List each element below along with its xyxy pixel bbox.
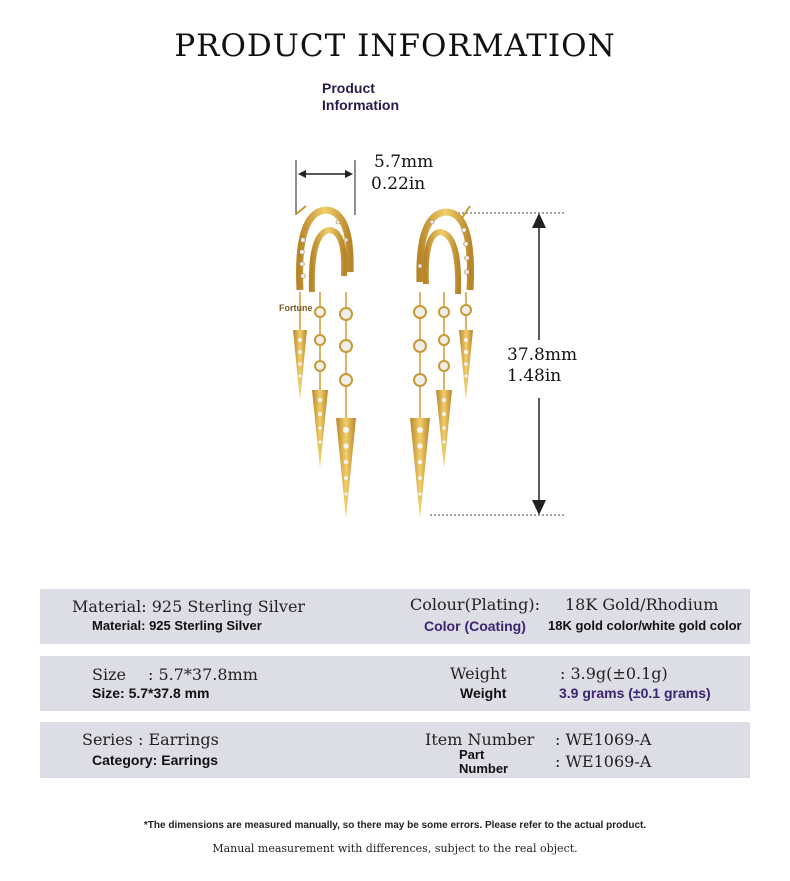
page-subtitle: Product Information [322,80,399,113]
size-label-alt: Size: 5.7*37.8 mm [92,685,210,701]
item-number-label: Item Number [425,730,535,749]
series-label-alt: Category: Earrings [92,752,219,768]
weight-value-alt: 3.9 grams (±0.1 grams) [559,685,711,701]
part-number-value: : WE1069-A [555,752,652,771]
size-label: Size [92,665,126,684]
spec-row-series [40,722,750,778]
length-in-label: 1.48in [507,366,562,386]
weight-value: : 3.9g(±0.1g) [560,664,668,683]
colour-value-alt: 18K gold color/white gold color [548,618,742,633]
size-value: : 5.7*37.8mm [148,665,258,684]
page-title: PRODUCT INFORMATION [174,28,616,64]
length-mm-label: 37.8mm [507,345,578,365]
measurement-note-secondary: Manual measurement with differences, subject to the real object. [212,842,578,855]
watermark: Fortune [279,303,313,313]
spec-row-material [40,589,750,644]
material-label-alt: Material: 925 Sterling Silver [92,618,262,633]
left-earring [293,206,356,518]
weight-label-alt: Weight [460,685,507,701]
material-label: Material: 925 Sterling Silver [72,597,306,616]
right-earring [410,206,473,518]
width-mm-label: 5.7mm [374,152,434,172]
item-number-value: : WE1069-A [555,730,652,749]
colour-label-alt: Color (Coating) [424,618,526,634]
series-label: Series : Earrings [82,730,219,749]
colour-value: 18K Gold/Rhodium [565,595,719,614]
measurement-note: *The dimensions are measured manually, so there may be some errors. Please refer to the actual product. [143,820,647,831]
part-number-label: Part Number [459,747,509,776]
colour-label: Colour(Plating): [410,595,540,614]
width-in-label: 0.22in [371,174,426,194]
spec-row-size [40,656,750,711]
weight-label: Weight [450,664,507,683]
